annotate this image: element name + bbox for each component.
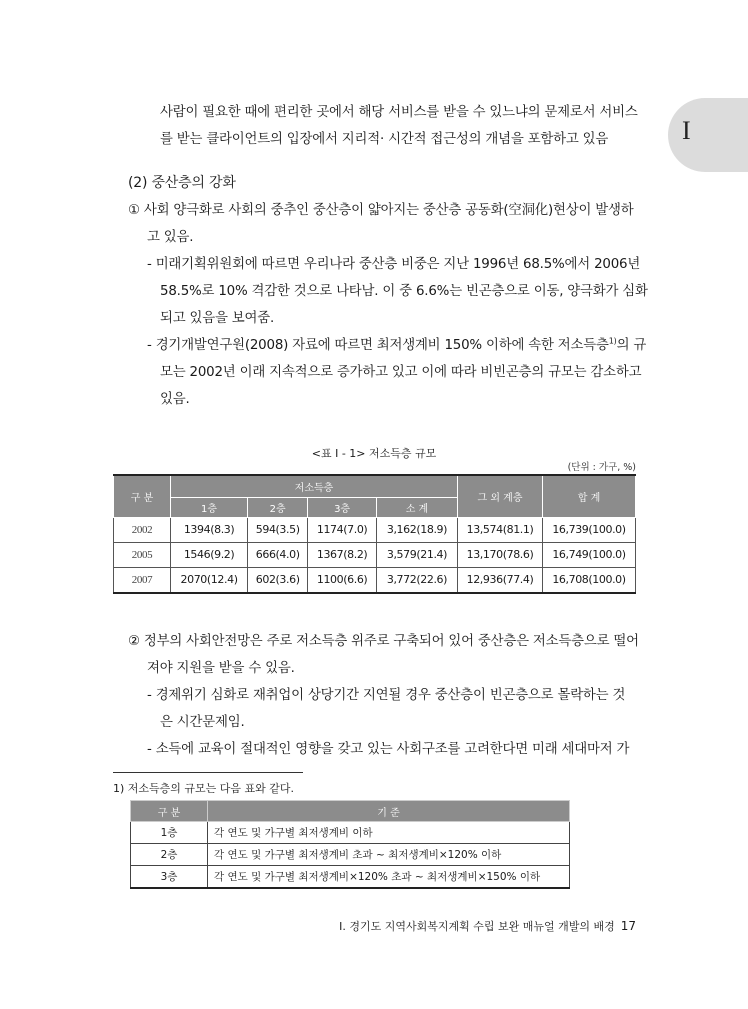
cell: 1367(8.2)	[308, 542, 377, 567]
cell: 666(4.0)	[248, 542, 308, 567]
header-other: 그 외 계층	[458, 475, 543, 517]
header-group: 구 분	[114, 475, 171, 517]
body-line-4: 고 있음.	[147, 230, 194, 245]
criteria-header-group: 구 분	[131, 801, 208, 822]
section-heading: (2) 중산층의 강화	[128, 175, 236, 191]
cell: 1546(9.2)	[171, 542, 248, 567]
body-line-8-tail: 의 규	[616, 338, 647, 353]
cell: 16,708(100.0)	[543, 567, 636, 593]
cell: 16,739(100.0)	[543, 517, 636, 542]
footer-chapter-title: Ⅰ. 경기도 지역사회복지계획 수립 보완 매뉴얼 개발의 배경	[339, 920, 615, 933]
cell: 13,574(81.1)	[458, 517, 543, 542]
page-number: 17	[620, 919, 636, 933]
footnote-text: 1) 저소득층의 규모는 다음 표와 같다.	[113, 782, 295, 795]
body-line-5: - 미래기획위원회에 따르면 우리나라 중산층 비중은 지난 1996년 68.5%에서 2006년	[147, 257, 641, 272]
body-line-12: 져야 지원을 받을 수 있음.	[147, 661, 295, 676]
body-line-13: - 경제위기 심화로 재취업이 상당기간 지연될 경우 중산층이 빈곤층으로 몰락하는 것	[147, 688, 626, 703]
sub-header-1: 1층	[171, 497, 248, 517]
body-line-15: - 소득에 교육이 절대적인 영향을 갖고 있는 사회구조를 고려한다면 미래 세대마저 가	[147, 742, 630, 757]
criteria-text: 각 연도 및 가구별 최저생계비×120% 초과 ~ 최저생계비×150% 이하	[208, 866, 570, 889]
footnote-ref: 1)	[608, 336, 617, 346]
header-total: 합 계	[543, 475, 636, 517]
cell: 2070(12.4)	[171, 567, 248, 593]
page-footer	[339, 918, 636, 934]
sub-header-3: 3층	[308, 497, 377, 517]
body-line-1: 사람이 필요한 때에 편리한 곳에서 해당 서비스를 받을 수 있느냐의 문제로서 서비스	[160, 105, 638, 120]
table-row	[114, 542, 636, 567]
cell: 13,170(78.6)	[458, 542, 543, 567]
header-low-income: 저소득층	[171, 475, 458, 497]
table-row	[114, 517, 636, 542]
body-line-8-text: - 경기개발연구원(2008) 자료에 따르면 최저생계비 150% 이하에 속한 저소득층	[147, 338, 609, 353]
low-income-table	[113, 474, 636, 594]
table-row	[131, 866, 570, 889]
criteria-tier: 3층	[131, 866, 208, 889]
cell-year: 2002	[114, 517, 171, 542]
cell-year: 2007	[114, 567, 171, 593]
cell: 16,749(100.0)	[543, 542, 636, 567]
body-line-11: ② 정부의 사회안전망은 주로 저소득층 위주로 구축되어 있어 중산층은 저소득층으로 떨어	[128, 634, 639, 649]
table-caption: <표 Ⅰ - 1> 저소득층 규모	[311, 447, 437, 460]
cell: 3,162(18.9)	[376, 517, 457, 542]
body-line-3: ① 사회 양극화로 사회의 중추인 중산층이 얇아지는 중산층 공동화(空洞化)현상이 발생하	[128, 203, 634, 218]
body-line-7: 되고 있음을 보여줌.	[160, 311, 275, 326]
cell-year: 2005	[114, 542, 171, 567]
table-row	[131, 822, 570, 844]
cell: 1100(6.6)	[308, 567, 377, 593]
cell: 12,936(77.4)	[458, 567, 543, 593]
table-unit: (단위 : 가구, %)	[567, 462, 636, 473]
body-line-10: 있음.	[160, 392, 190, 407]
body-line-9: 모는 2002년 이래 지속적으로 증가하고 있고 이에 따라 비빈곤층의 규모는 감소하고	[160, 365, 642, 380]
chapter-tab-label: I	[682, 116, 691, 145]
criteria-tier: 2층	[131, 844, 208, 866]
cell: 1394(8.3)	[171, 517, 248, 542]
cell: 602(3.6)	[248, 567, 308, 593]
table-row	[114, 567, 636, 593]
criteria-text: 각 연도 및 가구별 최저생계비 초과 ~ 최저생계비×120% 이하	[208, 844, 570, 866]
table-row	[131, 844, 570, 866]
body-line-6: 58.5%로 10% 격감한 것으로 나타남. 이 중 6.6%는 빈곤층으로 이동, 양극화가 심화	[160, 284, 648, 299]
cell: 3,772(22.6)	[376, 567, 457, 593]
criteria-table	[130, 800, 570, 889]
cell: 1174(7.0)	[308, 517, 377, 542]
criteria-header-standard: 기 준	[208, 801, 570, 822]
cell: 3,579(21.4)	[376, 542, 457, 567]
footnote-divider	[113, 772, 303, 773]
chapter-tab	[668, 98, 748, 172]
criteria-text: 각 연도 및 가구별 최저생계비 이하	[208, 822, 570, 844]
criteria-tier: 1층	[131, 822, 208, 844]
cell: 594(3.5)	[248, 517, 308, 542]
sub-header-2: 2층	[248, 497, 308, 517]
body-line-2: 를 받는 클라이언트의 입장에서 지리적· 시간적 접근성의 개념을 포함하고 있음	[160, 132, 609, 147]
sub-header-subtotal: 소 계	[376, 497, 457, 517]
body-line-8	[147, 334, 646, 353]
body-line-14: 은 시간문제임.	[160, 715, 245, 730]
